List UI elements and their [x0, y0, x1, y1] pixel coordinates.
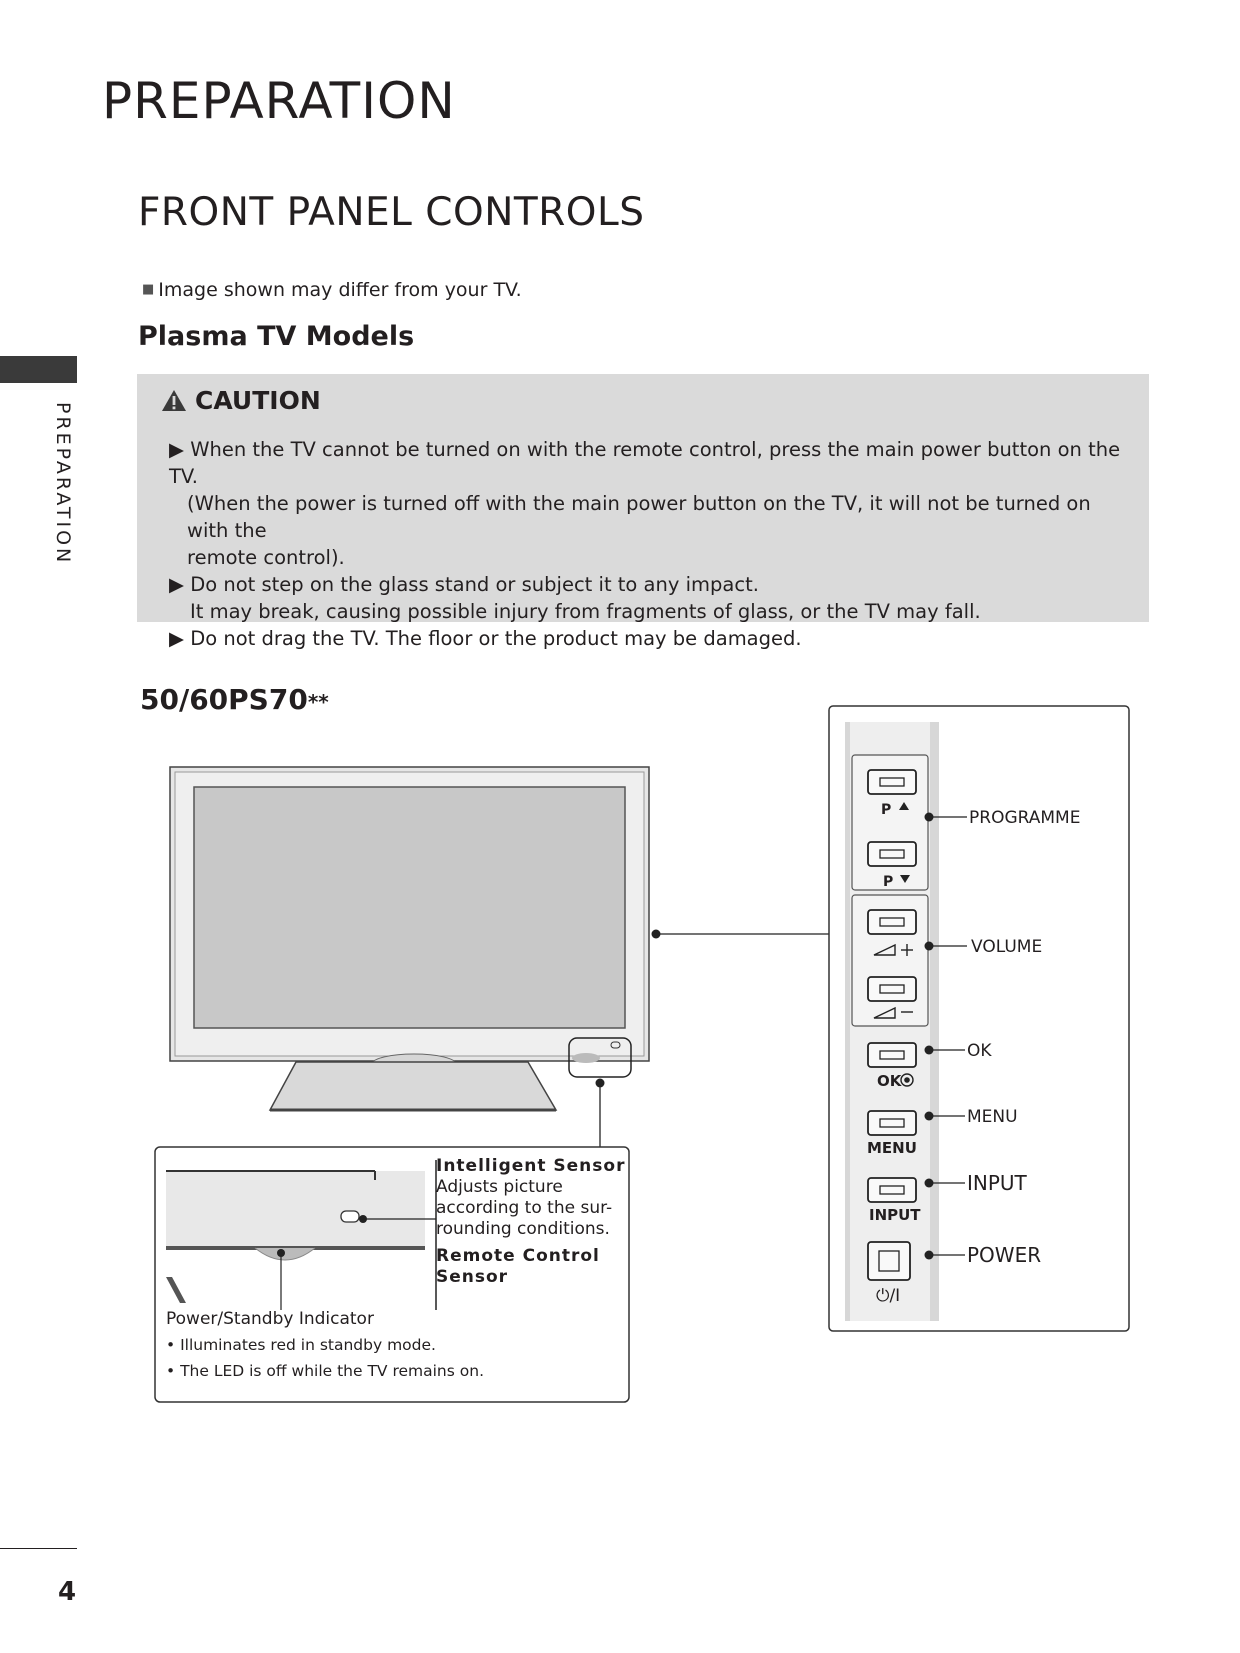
model-name: 50/60PS70	[140, 683, 308, 716]
intelligent-sensor-desc: rounding conditions.	[436, 1219, 610, 1239]
label-power: POWER	[967, 1243, 1042, 1267]
caution-item: ▶ Do not drag the TV. The floor or the product may be damaged.	[169, 627, 802, 650]
label-input: INPUT	[967, 1171, 1027, 1195]
indicator-description	[166, 1306, 484, 1384]
label-programme: PROGRAMME	[969, 808, 1081, 828]
intelligent-sensor-desc: Adjusts picture	[436, 1177, 563, 1197]
sensor-descriptions	[436, 1156, 636, 1288]
caution-item: ▶ When the TV cannot be turned on with the remote control, press the main power button on the TV.	[169, 438, 1121, 488]
caution-heading-text: CAUTION	[195, 386, 321, 415]
side-tab-label: PREPARATION	[52, 402, 74, 566]
tv-illustration	[170, 767, 829, 1147]
remote-sensor-title: Sensor	[436, 1267, 509, 1287]
button-p-up-label: P	[881, 802, 892, 818]
label-volume: VOLUME	[971, 937, 1043, 957]
button-power-label: ⏻/I	[876, 1286, 901, 1306]
button-p-down-label: P	[883, 874, 894, 890]
section-title: FRONT PANEL CONTROLS	[138, 190, 645, 235]
footer-rule	[0, 1548, 77, 1549]
plasma-models-subheading: Plasma TV Models	[138, 321, 415, 352]
page-title: PREPARATION	[102, 72, 456, 130]
square-bullet-icon: ■	[142, 282, 155, 297]
caution-item: ▶ Do not step on the glass stand or subject it to any impact.	[169, 573, 759, 596]
label-menu: MENU	[967, 1107, 1018, 1127]
indicator-title: Power/Standby Indicator	[166, 1309, 374, 1329]
intelligent-sensor-desc: according to the sur-	[436, 1198, 613, 1218]
indicator-bullet: • The LED is off while the TV remains on.	[166, 1362, 484, 1380]
caution-item-cont: It may break, causing possible injury from fragments of glass, or the TV may fall.	[190, 600, 981, 623]
indicator-bullet: • Illuminates red in standby mode.	[166, 1336, 436, 1354]
remote-sensor-title: Remote Control	[436, 1246, 600, 1266]
label-ok: OK	[967, 1041, 992, 1061]
caution-item-cont: remote control).	[187, 546, 345, 569]
image-note-text: Image shown may differ from your TV.	[158, 279, 522, 301]
button-menu-label: MENU	[867, 1139, 917, 1157]
page-number: 4	[58, 1577, 77, 1607]
model-suffix: **	[307, 690, 329, 714]
intelligent-sensor-title: Intelligent Sensor	[436, 1156, 626, 1176]
caution-item-cont: (When the power is turned off with the main power button on the TV, it will not be turned on with the	[187, 492, 1091, 542]
control-panel-box	[829, 706, 1129, 1331]
button-ok-label: OK	[877, 1072, 902, 1090]
button-input-label: INPUT	[869, 1206, 921, 1224]
